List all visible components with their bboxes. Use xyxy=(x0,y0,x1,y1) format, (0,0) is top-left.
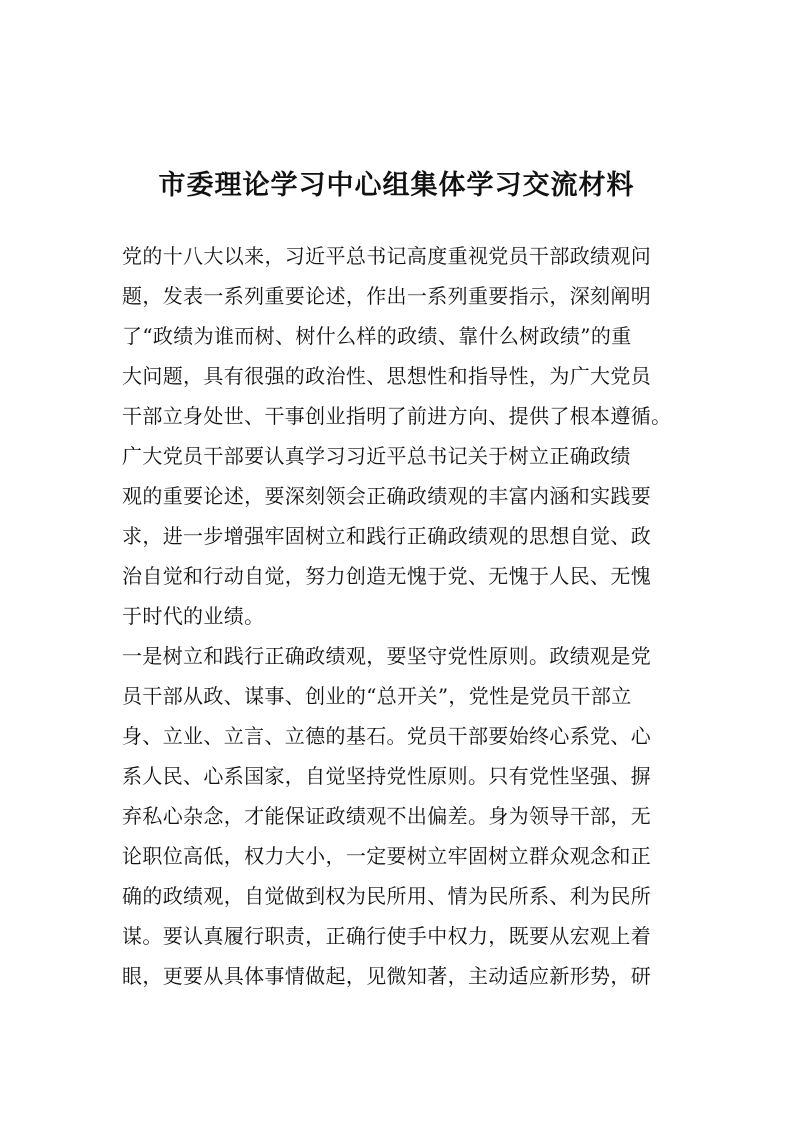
text-line: 员干部从政、谋事、创业的“总开关”，党性是党员干部立 xyxy=(122,684,632,708)
text-line: 身、立业、立言、立德的基石。党员干部要始终心系党、心 xyxy=(122,724,652,748)
text-line: 治自觉和行动自觉，努力创造无愧于党、无愧于人民、无愧 xyxy=(122,564,652,588)
text-line: 确的政绩观，自觉做到权为民所用、情为民所系、利为民所 xyxy=(122,884,652,908)
text-line: 题，发表一系列重要论述，作出一系列重要指示，深刻阐明 xyxy=(122,284,652,308)
text-line: 弃私心杂念，才能保证政绩观不出偏差。身为领导干部，无 xyxy=(122,804,652,828)
text-line: 于时代的业绩。 xyxy=(122,604,265,628)
document-body xyxy=(122,236,672,996)
document-title: 市委理论学习中心组集体学习交流材料 xyxy=(158,170,635,201)
text-line: 求，进一步增强牢固树立和践行正确政绩观的思想自觉、政 xyxy=(122,524,652,548)
text-line: 眼，更要从具体事情做起，见微知著，主动适应新形势，研 xyxy=(122,964,652,988)
text-line: 广大党员干部要认真学习习近平总书记关于树立正确政绩 xyxy=(122,444,631,468)
text-line: 谋。要认真履行职责，正确行使手中权力，既要从宏观上着 xyxy=(122,924,652,948)
text-line: 观的重要论述，要深刻领会正确政绩观的丰富内涵和实践要 xyxy=(122,484,652,508)
text-line: 一是树立和践行正确政绩观，要坚守党性原则。政绩观是党 xyxy=(122,644,652,668)
text-line: 系人民、心系国家，自觉坚持党性原则。只有党性坚强、摒 xyxy=(122,764,652,788)
text-line: 干部立身处世、干事创业指明了前进方向、提供了根本遵循。 xyxy=(122,404,672,428)
text-line: 党的十八大以来，习近平总书记高度重视党员干部政绩观问 xyxy=(122,244,652,268)
text-line: 论职位高低，权力大小，一定要树立牢固树立群众观念和正 xyxy=(122,844,652,868)
text-line: 了“政绩为谁而树、树什么样的政绩、靠什么树政绩”的重 xyxy=(122,324,632,348)
text-line: 大问题，具有很强的政治性、思想性和指导性，为广大党员 xyxy=(122,364,652,388)
